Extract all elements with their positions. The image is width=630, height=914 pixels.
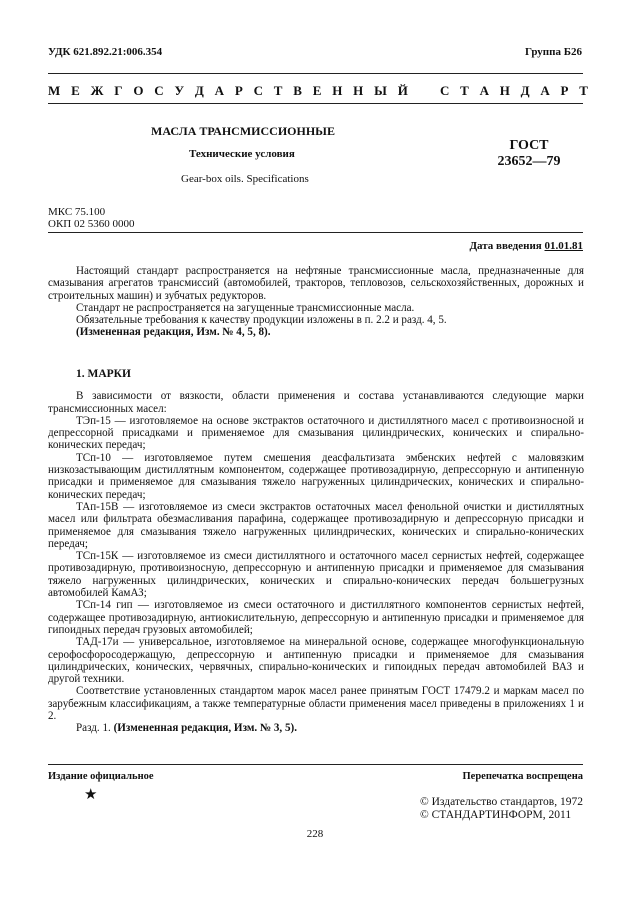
section-heading: 1. МАРКИ <box>76 368 131 380</box>
star-icon: ★ <box>84 787 98 803</box>
document-title: МАСЛА ТРАНСМИССИОННЫЕ <box>151 124 335 138</box>
introduction-date <box>469 240 583 252</box>
banner-word-standard: С Т А Н Д А Р Т <box>440 83 588 98</box>
copyright-line: © Издательство стандартов, 1972 <box>419 796 583 808</box>
introduction-date-label: Дата введения <box>469 240 542 252</box>
section-paragraph: Соответствие установленных стандартом марок масел ранее принятым ГОСТ 17479.2 и маркам масел по зарубежным классификациям, а также температурные области применения масел приведены в приложениях 1 и 2. <box>48 685 584 723</box>
copyright-block <box>420 796 583 822</box>
udk-code: УДК 621.892.21:006.354 <box>48 46 163 58</box>
section-marks <box>48 368 584 735</box>
preamble-edit-note: (Измененная редакция, Изм. № 4, 5, 8). <box>76 326 271 339</box>
document-subtitle: Технические условия <box>189 148 295 160</box>
okp-code: ОКП 02 5360 0000 <box>48 218 135 230</box>
english-title: Gear-box oils. Specifications <box>181 173 309 185</box>
grade-tap-15v: ТАп-15В — изготовляемое из смеси экстрактов остаточных масел фенольной очистки и дистиллятных масел или фильтрата обезмасливания парафина, содержащее противозадирную и депрессорную присадки и применяемое для смазывания тяжело нагруженных цилиндрических, конических и спирально-конических передач; <box>48 500 584 550</box>
section-edit-note: Разд. 1. (Измененная редакция, Изм. № 3, 5). <box>76 722 297 735</box>
top-rule <box>48 73 583 74</box>
standard-banner <box>48 83 588 99</box>
preamble-paragraph: Настоящий стандарт распространяется на нефтяные трансмиссионные масла, предназначенные для смазывания агрегатов трансмиссий (автомобилей, тракторов, тепловозов, сельскохозяйственных, дорожных и строительных машин) и зубчатых редукторов. <box>48 265 584 302</box>
copyright-line: © СТАНДАРТИНФОРМ, 2011 <box>419 809 572 821</box>
reprint-prohibited: Перепечатка воспрещена <box>462 771 583 782</box>
section-paragraph: В зависимости от вязкости, области применения и состава устанавливаются следующие марки трансмиссионных масел: <box>48 390 584 415</box>
official-edition: Издание официальное <box>48 771 154 782</box>
introduction-date-value: 01.01.81 <box>544 240 583 252</box>
preamble-paragraph: Стандарт не распространяется на загущенные трансмиссионные масла. <box>76 301 415 314</box>
grade-teb-15: ТЭп-15 — изготовляемое на основе экстрактов остаточного и дистиллятного масел с противоизносной и депрессорной присадками и применяемое для смазывания цилиндрических, конических и спирально-конических передач; <box>48 414 584 452</box>
banner-word-interstate: М Е Ж Г О С У Д А Р С Т В Е Н Н Ы Й <box>48 83 408 98</box>
group-code: Группа Б26 <box>525 46 582 58</box>
gost-number: 23652—79 <box>497 154 561 169</box>
classification-codes <box>48 206 134 230</box>
gost-label: ГОСТ <box>509 138 549 153</box>
preamble-paragraph: Обязательные требования к качеству продукции изложены в п. 2.2 и разд. 4, 5. <box>76 314 447 327</box>
grade-tad-17i: ТАД-17и — универсальное, изготовляемое на минеральной основе, содержащее многофункциональную серофосфоросодержащую, депрессорную и антипенную присадки и применяемое для смазывания цилиндрических, конических, червячных, спирально-конических и гипоидных передач автомобилей ВАЗ и другой техники. <box>48 636 584 686</box>
grade-tsp-14-gip: ТСп-14 гип — изготовляемое из смеси остаточного и дистиллятного компонентов сернистых нефтей, содержащее противозадирную, антиокислительную, депрессорную и антипенную присадки и применяемое для гипоидных передач грузовых автомобилей; <box>48 599 584 636</box>
gost-designation <box>483 138 575 170</box>
preamble <box>48 265 584 339</box>
codes-rule <box>48 232 583 233</box>
grade-tsp-10: ТСп-10 — изготовляемое путем смешения деасфальтизата эмбенских нефтей с маловязким низкозастывающим дистиллятным компонентом, содержащее противозадирную, депрессорную и антипенную присадки и применяемое для смазывания тяжело нагруженных цилиндрических, конических и спирально-конических передач; <box>48 451 584 501</box>
page-number: 228 <box>306 828 324 840</box>
footer-rule <box>48 764 583 765</box>
mks-code: МКС 75.100 <box>48 206 106 218</box>
grade-tsp-15k: ТСп-15К — изготовляемое из смеси дистиллятного и остаточного масел сернистых нефтей, содержащее противозадирную, противоизносную, депрессорную и антипенную присадки и применяемое для смазывания тяжело нагруженных цилиндрических, конических и спирально-конических передач большегрузных автомобилей КамАЗ; <box>48 550 584 600</box>
banner-rule <box>48 103 583 104</box>
